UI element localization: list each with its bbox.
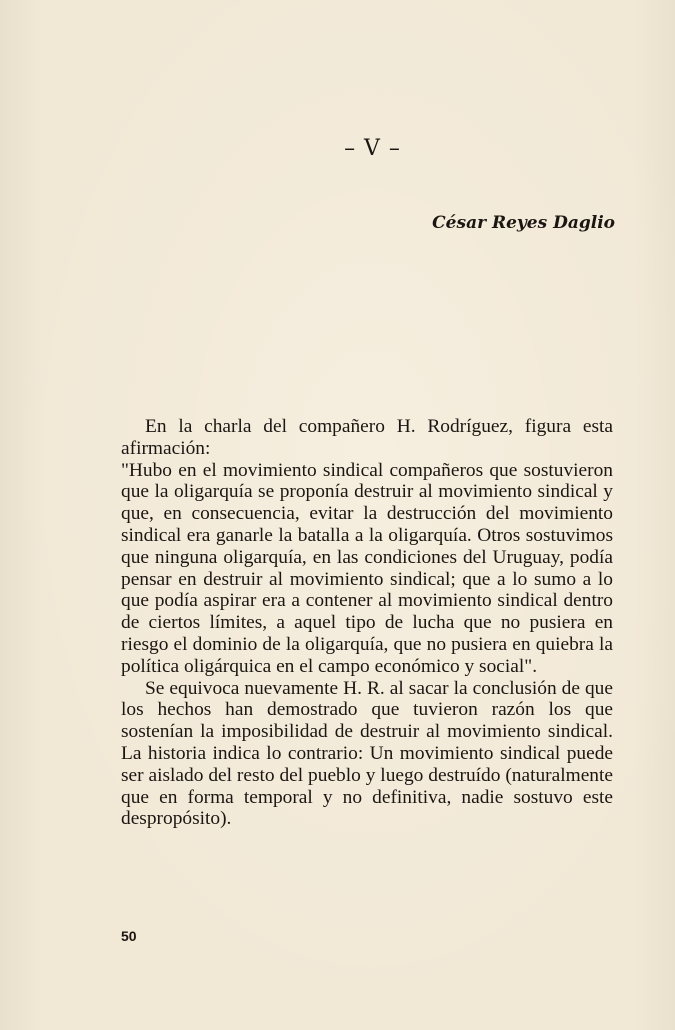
body-text: [121, 416, 613, 830]
page-number: 50: [121, 928, 137, 944]
chapter-heading: – V –: [344, 136, 401, 161]
paragraph-quote: "Hubo en el movimiento sindical compañeros que sostuvieron que la oligarquía se proponía destruir al movimiento sindical y que, en consecuencia, evitar la destrucción del movimiento sindical era ganarle la batalla a la oligarquía. Otros sostuvimos que ninguna oligarquía, en las condiciones del Uruguay, podía pensar en destruir al movimiento sindical; que a lo sumo a lo que podía aspirar era a contener al movimiento sindical dentro de ciertos límites, a aquel tipo de lucha que no pusiera en riesgo el dominio de la oligarquía, que no pusiera en quiebra la política oligárquica en el campo económico y social".: [121, 459, 613, 677]
paragraph-intro: En la charla del compañero H. Rodríguez, figura esta afirmación:: [121, 416, 613, 459]
paragraph-conclusion: Se equivoca nuevamente H. R. al sacar la conclusión de que los hechos han demostrado que tuvieron razón los que sostenían la imposibilidad de destruir al movimiento sindical. La historia indica lo contrario: Un movimiento sindical puede ser aislado del resto del pueblo y luego destruído (naturalmente que en forma temporal y no definitiva, nadie sostuvo este despropósito).: [121, 677, 613, 830]
author-name: César Reyes Daglio: [432, 213, 615, 233]
